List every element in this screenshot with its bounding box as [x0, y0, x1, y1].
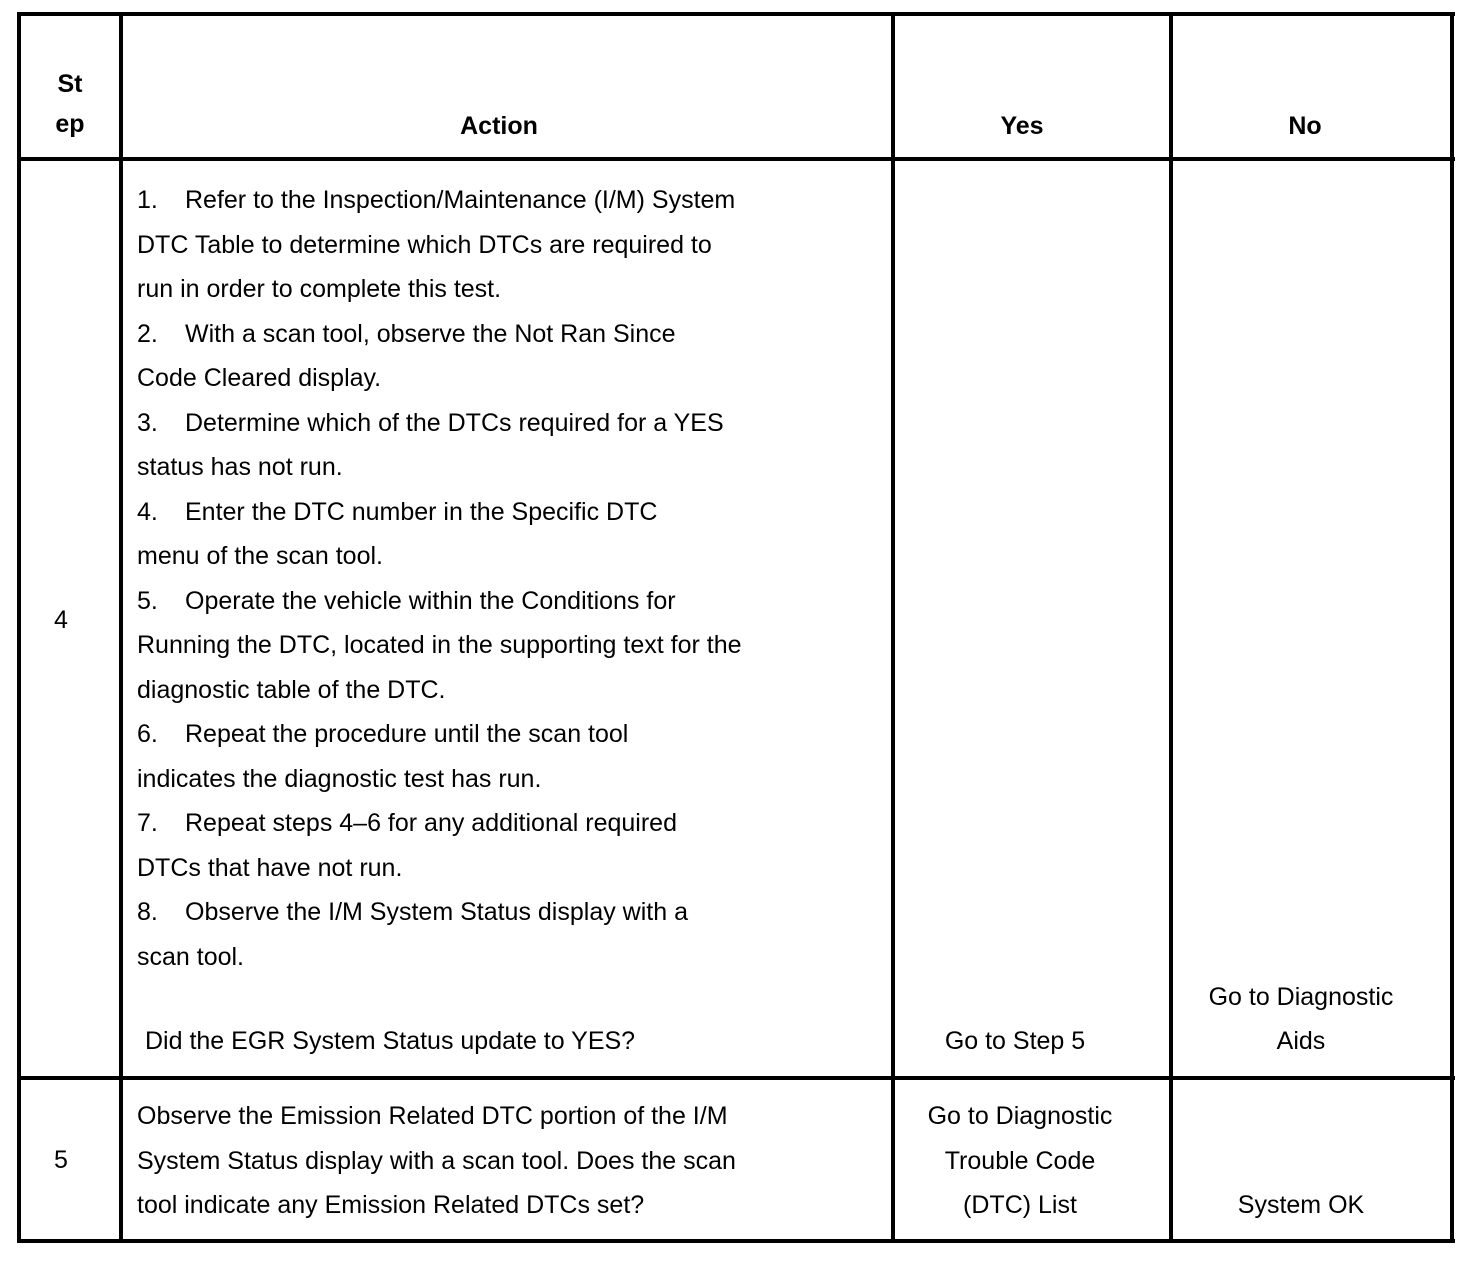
action-line: 4. Enter the DTC number in the Specific DTC — [137, 497, 658, 526]
no-result: System OK — [1237, 1191, 1365, 1219]
table-border-top — [17, 12, 1455, 16]
action-line: status has not run. — [137, 453, 343, 481]
header-step — [21, 64, 119, 144]
no-result — [1173, 975, 1429, 1063]
header-step-line1: St — [57, 70, 83, 98]
action-line: 1. Refer to the Inspection/Maintenance (I/M) System — [137, 186, 736, 214]
action-line: menu of the scan tool. — [137, 542, 383, 570]
action-line: Code Cleared display. — [137, 364, 382, 392]
no-result-line1: Go to Diagnostic — [1208, 983, 1394, 1011]
header-divider — [17, 157, 1455, 161]
action-line: scan tool. — [137, 942, 245, 971]
header-no: No — [1288, 112, 1322, 140]
action-line: Observe the Emission Related DTC portion of the I/M — [137, 1102, 728, 1130]
action-line: System Status display with a scan tool. Does the scan — [137, 1146, 736, 1175]
yes-result: Go to Step 5 — [944, 1027, 1086, 1055]
step-number: 4 — [54, 606, 68, 634]
action-line: 5. Operate the vehicle within the Conditions for — [137, 586, 676, 615]
yes-result — [895, 1094, 1145, 1228]
header-yes: Yes — [1000, 112, 1044, 140]
column-divider-step-action — [119, 12, 123, 1243]
action-line: DTCs that have not run. — [137, 853, 403, 882]
table-border-bottom — [17, 1239, 1455, 1243]
header-step-line2: ep — [55, 110, 85, 138]
action-steps-list — [137, 178, 742, 979]
row-divider — [17, 1076, 1455, 1080]
action-line: run in order to complete this test. — [137, 275, 502, 303]
action-line: 3. Determine which of the DTCs required for a YES — [137, 408, 724, 437]
yes-result-line2: Trouble Code — [944, 1146, 1096, 1175]
action-line: 6. Repeat the procedure until the scan tool — [137, 720, 629, 748]
action-text — [137, 1094, 736, 1228]
table-border-right — [1450, 12, 1454, 1243]
action-line: 2. With a scan tool, observe the Not Ran Since — [137, 319, 676, 348]
action-line: indicates the diagnostic test has run. — [137, 764, 542, 793]
yes-result-line1: Go to Diagnostic — [927, 1102, 1113, 1130]
header-action: Action — [460, 112, 538, 140]
action-line: diagnostic table of the DTC. — [137, 675, 446, 704]
yes-result-line3: (DTC) List — [963, 1191, 1077, 1219]
action-line: DTC Table to determine which DTCs are required to — [137, 230, 712, 259]
action-line: 7. Repeat steps 4–6 for any additional required — [137, 809, 677, 837]
step-number: 5 — [54, 1146, 68, 1174]
action-line: 8. Observe the I/M System Status display with a — [137, 898, 688, 926]
action-question: Did the EGR System Status update to YES? — [145, 1027, 636, 1055]
action-line: tool indicate any Emission Related DTCs set? — [137, 1191, 645, 1219]
action-line: Running the DTC, located in the supporting text for the — [137, 631, 742, 659]
no-result-line2: Aids — [1276, 1027, 1326, 1055]
